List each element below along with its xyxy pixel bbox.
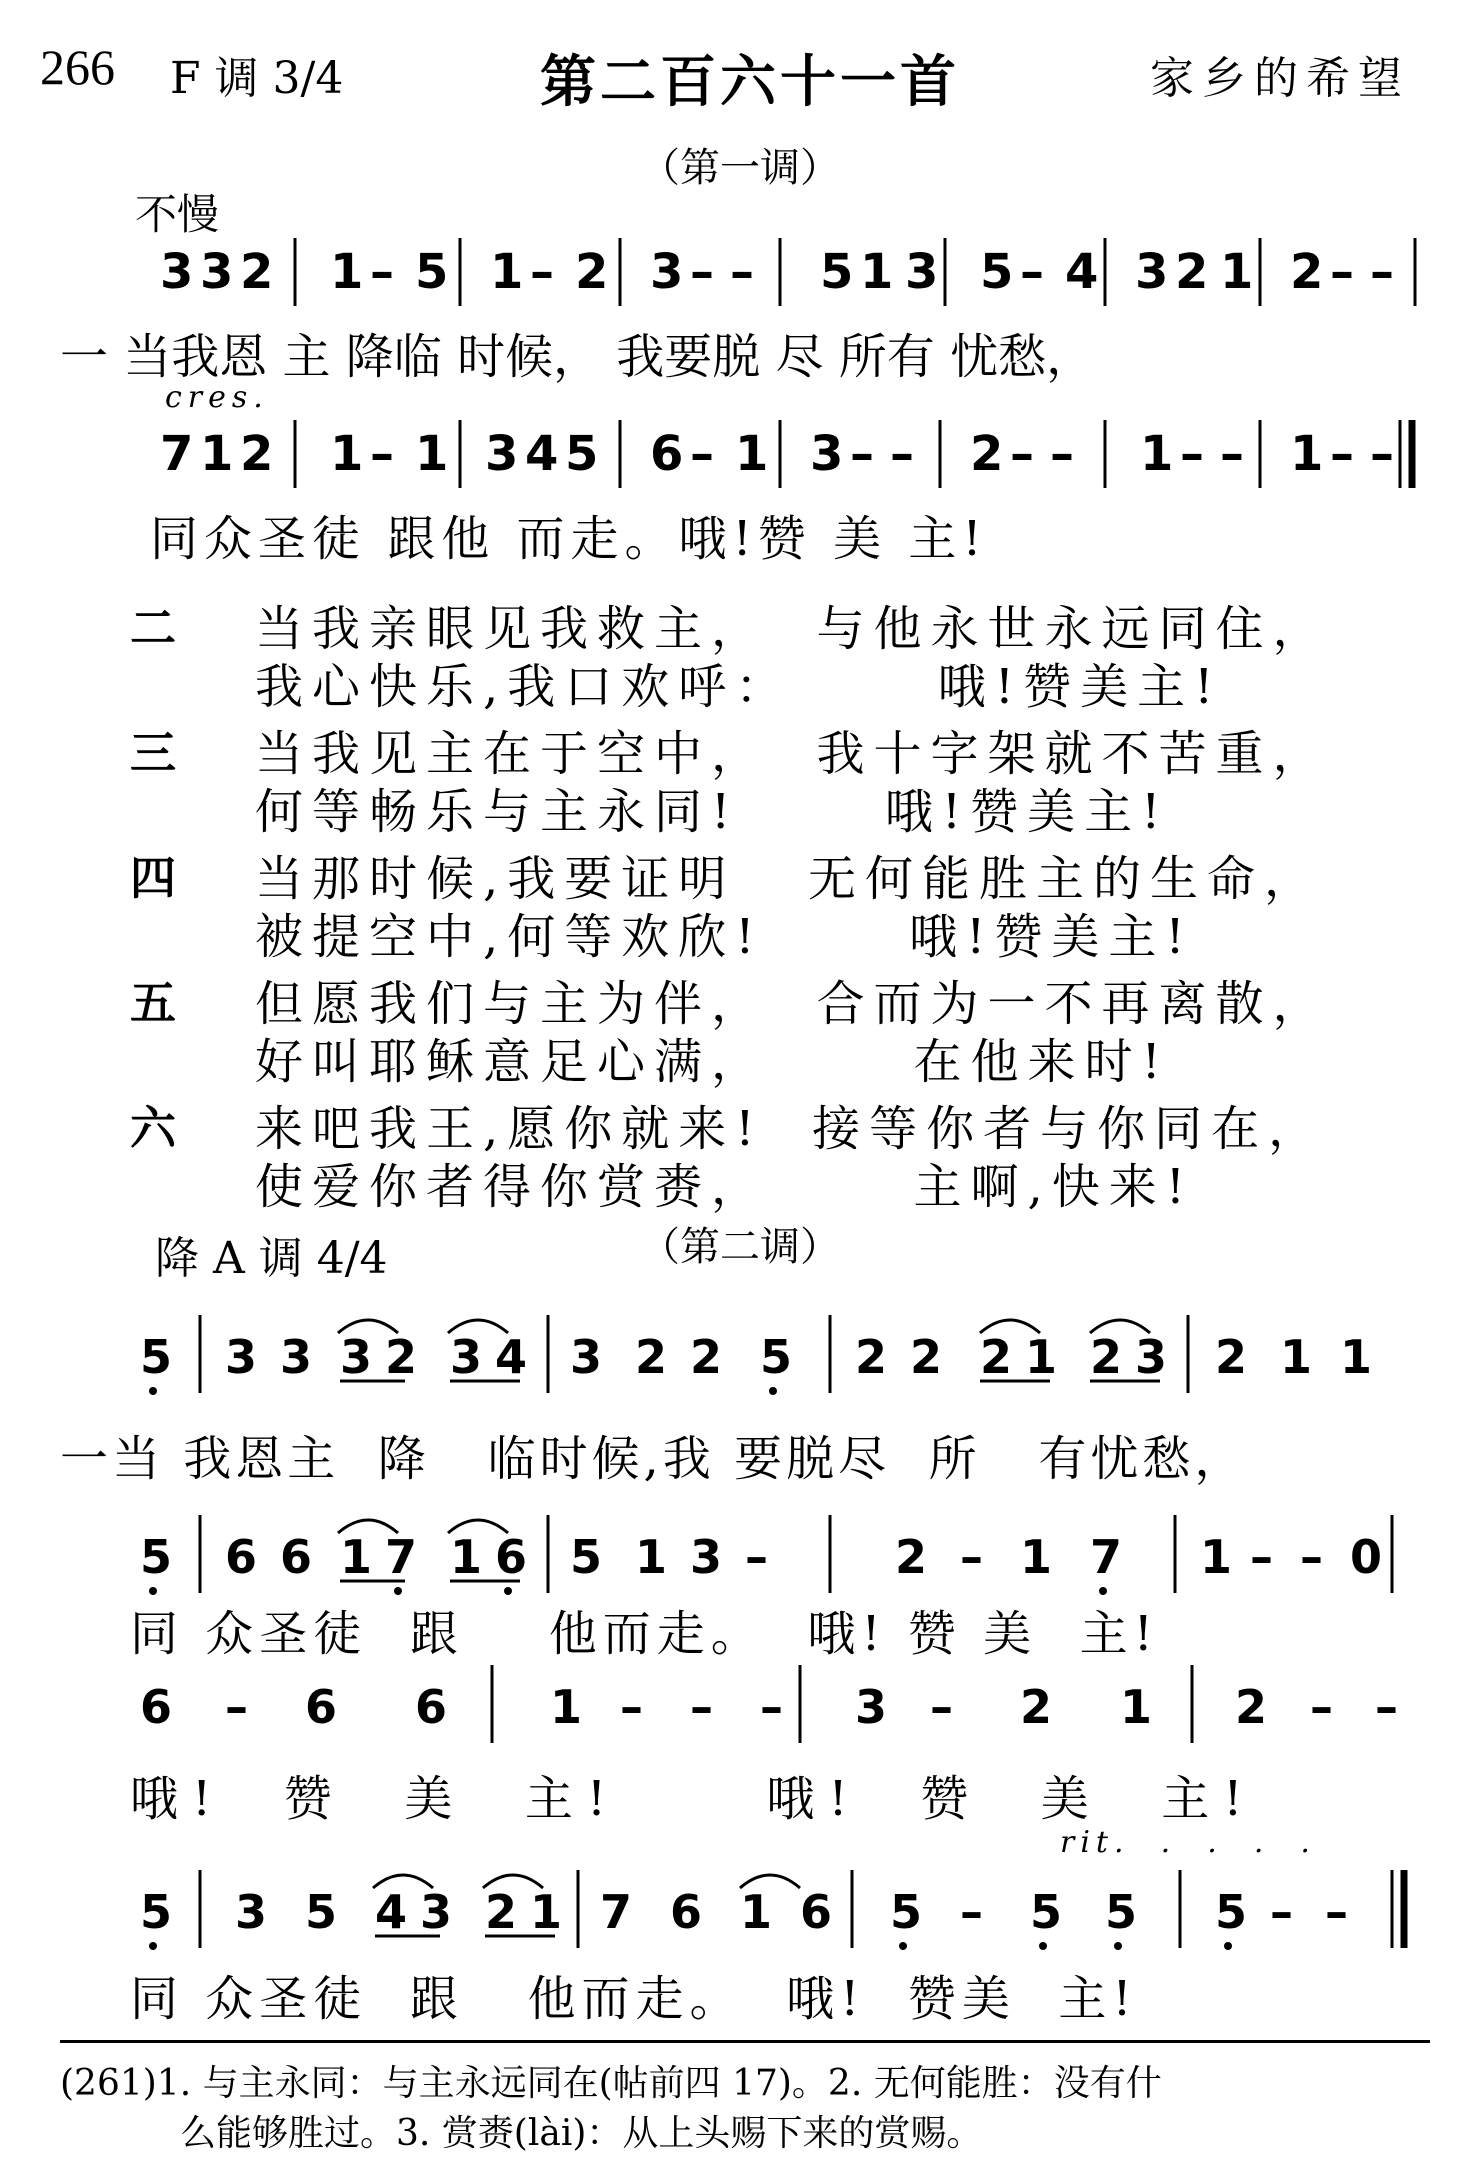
tune-1-lyrics-row-2: 同众圣徒 跟他 而走。哦!赞 美 主! [150,511,988,567]
tune-2-notes-row-4 [130,1860,1430,1959]
svg-text:6: 6 [225,1530,258,1584]
ritardando-marking: rit. . . . . [1060,1825,1316,1860]
tune-2-row-4-graphic [130,1860,1430,1955]
svg-text:6: 6 [280,1530,313,1584]
svg-text:7: 7 [160,426,194,482]
svg-text:3: 3 [200,244,234,300]
svg-text:2: 2 [855,1330,888,1384]
svg-text:2: 2 [1090,1330,1123,1384]
svg-text:5: 5 [760,1330,793,1384]
verse-line-1: 当那时候,我要证明 无何能胜主的生命， [255,851,1322,907]
svg-text:5: 5 [820,244,854,300]
svg-text:1: 1 [1120,1680,1153,1734]
verse-number: 四 [130,851,176,905]
tune-2-key-time: 降 A 调 4/4 [155,1233,388,1284]
notes-row-2-graphic [160,420,1420,490]
verse-2 [130,590,1430,715]
tune-2-notes-row-1 [130,1305,1430,1399]
svg-text:–: – [890,426,914,482]
svg-text:5: 5 [890,1885,923,1939]
svg-text:3: 3 [905,244,939,300]
svg-text:6: 6 [495,1530,528,1584]
svg-text:1: 1 [330,244,364,300]
svg-text:3: 3 [570,1330,603,1384]
svg-text:3: 3 [225,1330,258,1384]
svg-text:7: 7 [1090,1530,1123,1584]
svg-text:2: 2 [895,1530,928,1584]
verse-line-1: 当我见主在于空中， 我十字架就不苦重， [255,726,1330,782]
svg-text:2: 2 [485,1885,518,1939]
svg-text:6: 6 [305,1680,338,1734]
footnote-line-2: 么能够胜过。3. 赏赉(lài)：从上头赐下来的赏赐。 [180,2113,983,2154]
tune-2-row-3-graphic [130,1665,1430,1745]
svg-text:1: 1 [340,1530,373,1584]
svg-text:2: 2 [575,244,609,300]
verse-3 [130,715,1430,840]
svg-text:1: 1 [1220,244,1254,300]
verse-line-1: 但愿我们与主为伴， 合而为一不再离散， [255,976,1330,1032]
hymn-number: 266 [40,39,115,95]
svg-text:3: 3 [810,426,844,482]
svg-text:1: 1 [860,244,894,300]
svg-text:–: – [370,244,394,300]
page-title: 第二百六十一首 [540,50,960,115]
svg-text:1: 1 [1340,1330,1373,1384]
svg-text:2: 2 [635,1330,668,1384]
tune-2-lyrics-row-4: 同 众圣徒 跟 他而走。 哦! 赞美 主! [130,1971,1138,2027]
verse-number: 三 [130,726,176,780]
tune-2-lyrics-row-3: 哦! 赞 美 主! 哦! 赞 美 主! [130,1771,1257,1827]
svg-text:2: 2 [1235,1680,1268,1734]
svg-text:4: 4 [375,1885,408,1939]
svg-text:–: – [960,1530,983,1584]
tune-2-row-1-graphic [130,1305,1430,1395]
svg-text:1: 1 [330,426,364,482]
svg-text:4: 4 [495,1330,528,1384]
svg-text:–: – [690,244,714,300]
svg-text:5: 5 [140,1330,173,1384]
verses-block [130,590,1430,1215]
svg-text:–: – [530,244,554,300]
svg-text:6: 6 [670,1885,703,1939]
svg-text:1: 1 [1290,426,1324,482]
svg-text:–: – [730,244,754,300]
svg-text:5: 5 [140,1885,173,1939]
svg-text:–: – [1050,426,1074,482]
footnote-divider [60,2040,1430,2043]
svg-text:1: 1 [415,426,449,482]
verse-4 [130,840,1430,965]
svg-text:–: – [1020,244,1044,300]
svg-text:2: 2 [240,244,274,300]
svg-text:–: – [760,1680,783,1734]
svg-text:3: 3 [420,1885,453,1939]
svg-text:2: 2 [970,426,1004,482]
svg-text:–: – [1250,1530,1273,1584]
svg-text:5: 5 [1030,1885,1063,1939]
svg-text:6: 6 [800,1885,833,1939]
svg-text:–: – [745,1530,768,1584]
verse-line-2: 何等畅乐与主永同! 哦!赞美主! [255,784,1170,840]
svg-text:6: 6 [650,426,684,482]
tune-2-lyrics-row-2: 同 众圣徒 跟 他而走。 哦! 赞 美 主! [130,1606,1159,1662]
svg-text:1: 1 [490,244,524,300]
svg-text:1: 1 [1025,1330,1058,1384]
verse-number: 二 [130,601,176,655]
svg-text:–: – [1300,1530,1323,1584]
svg-text:2: 2 [1175,244,1209,300]
svg-text:3: 3 [650,244,684,300]
svg-text:3: 3 [450,1330,483,1384]
svg-text:0: 0 [1350,1530,1383,1584]
verse-line-1: 当我亲眼见我救主， 与他永世永远同住， [255,601,1330,657]
notes-row-1-graphic [160,238,1420,308]
tune-1-notes-row-2 [160,420,1420,502]
svg-text:5: 5 [1215,1885,1248,1939]
svg-text:2: 2 [690,1330,723,1384]
verse-6 [130,1090,1430,1215]
svg-text:2: 2 [240,426,274,482]
svg-text:3: 3 [1135,1330,1168,1384]
verse-line-1: 来吧我王,愿你就来! 接等你者与你同在， [255,1101,1326,1157]
svg-text:–: – [1330,426,1354,482]
svg-text:6: 6 [415,1680,448,1734]
verse-line-2: 被提空中,何等欢欣! 哦!赞美主! [255,909,1194,965]
svg-text:5: 5 [565,426,599,482]
svg-text:4: 4 [525,426,559,482]
svg-text:–: – [1375,1680,1398,1734]
svg-text:5: 5 [1105,1885,1138,1939]
svg-text:3: 3 [235,1885,268,1939]
svg-text:3: 3 [1135,244,1169,300]
svg-text:1: 1 [200,426,234,482]
crescendo-marking: cres. [165,380,269,415]
svg-text:–: – [930,1680,953,1734]
svg-text:–: – [1220,426,1244,482]
tune-1-lyrics-row-1: 一 当我恩 主 降临 时候， 我要脱 尽 所有 忧愁， [60,329,1095,385]
svg-text:1: 1 [740,1885,773,1939]
footnote-line-1: (261)1. 与主永同：与主永远同在(帖前四 17)。2. 无何能胜：没有什 [60,2063,1162,2104]
svg-text:1: 1 [1020,1530,1053,1584]
svg-text:1: 1 [635,1530,668,1584]
svg-text:5: 5 [140,1530,173,1584]
tune-2-row-2-graphic [130,1505,1430,1600]
svg-text:5: 5 [570,1530,603,1584]
svg-text:–: – [850,426,874,482]
verse-number: 五 [130,976,176,1030]
verse-line-2: 我心快乐,我口欢呼： 哦!赞美主! [255,659,1223,715]
tune-2-lyrics-row-1: 一当 我恩主 降 临时候,我 要脱尽 所 有忧愁， [60,1431,1247,1487]
tune-1-notes-row-1 [160,238,1420,320]
svg-text:–: – [1270,1885,1293,1939]
svg-text:4: 4 [1065,244,1099,300]
svg-text:2: 2 [385,1330,418,1384]
verse-5 [130,965,1430,1090]
verse-line-2: 好叫耶稣意足心满， 在他来时! [255,1034,1170,1090]
svg-text:1: 1 [550,1680,583,1734]
svg-text:2: 2 [980,1330,1013,1384]
key-time-signature: F 调 3/4 [170,53,344,104]
svg-text:1: 1 [735,426,769,482]
svg-text:1: 1 [1140,426,1174,482]
verse-number: 六 [130,1101,176,1155]
svg-text:–: – [1330,244,1354,300]
svg-text:–: – [1370,426,1394,482]
svg-text:–: – [1010,426,1034,482]
tune-1-label: （第一调） [640,145,840,191]
svg-text:5: 5 [980,244,1014,300]
svg-text:2: 2 [910,1330,943,1384]
svg-text:3: 3 [340,1330,373,1384]
svg-text:1: 1 [450,1530,483,1584]
svg-text:7: 7 [385,1530,418,1584]
svg-text:–: – [1180,426,1204,482]
svg-text:6: 6 [140,1680,173,1734]
svg-text:–: – [1325,1885,1348,1939]
verse-line-2: 使爱你者得你赏赉， 主啊,快来! [255,1159,1195,1215]
tune-2-label: （第二调） [640,1224,840,1270]
svg-text:7: 7 [600,1885,633,1939]
svg-text:–: – [690,426,714,482]
svg-text:3: 3 [690,1530,723,1584]
svg-text:–: – [690,1680,713,1734]
tune-2-notes-row-3 [130,1665,1430,1749]
hymn-subtitle: 家乡的希望 [1150,53,1410,104]
svg-text:–: – [1310,1680,1333,1734]
svg-text:3: 3 [485,426,519,482]
svg-text:3: 3 [280,1330,313,1384]
tune-2-notes-row-2 [130,1505,1430,1604]
svg-text:–: – [1370,244,1394,300]
svg-text:–: – [620,1680,643,1734]
svg-text:–: – [960,1885,983,1939]
svg-text:3: 3 [855,1680,888,1734]
svg-text:–: – [370,426,394,482]
svg-text:2: 2 [1290,244,1324,300]
svg-text:1: 1 [1280,1330,1313,1384]
svg-text:5: 5 [305,1885,338,1939]
svg-text:2: 2 [1020,1680,1053,1734]
svg-text:1: 1 [1200,1530,1233,1584]
svg-text:–: – [225,1680,248,1734]
tempo-marking: 不慢 [135,190,220,239]
svg-text:2: 2 [1215,1330,1248,1384]
svg-text:5: 5 [415,244,449,300]
svg-text:1: 1 [530,1885,563,1939]
svg-text:3: 3 [160,244,194,300]
